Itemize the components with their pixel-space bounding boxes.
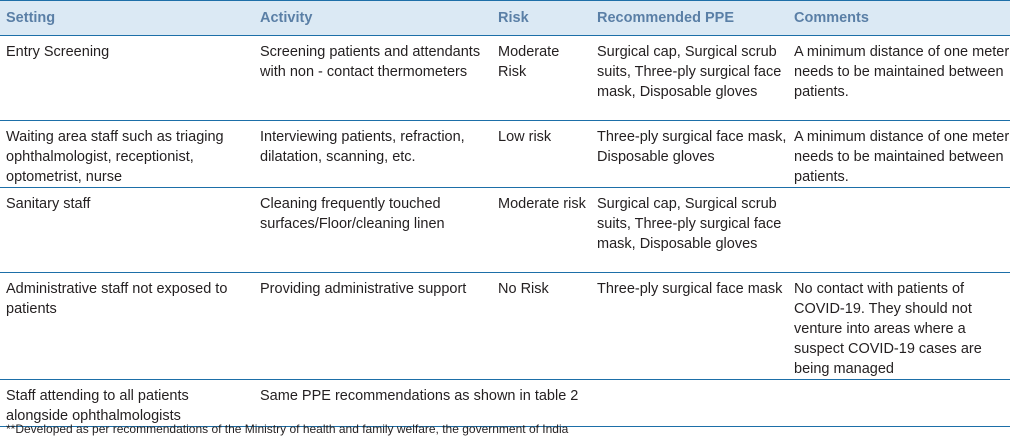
cell-comments [788, 188, 1010, 273]
table-row [0, 273, 1010, 380]
cell-risk: Moderate risk [492, 188, 591, 273]
header-setting: Setting [0, 1, 254, 36]
cell-setting: Staff attending to all patients alongside ophthalmologists [0, 380, 254, 427]
cell-setting: Administrative staff not exposed to patients [0, 273, 254, 380]
table-row [0, 121, 1010, 188]
cell-comments: A minimum distance of one meter needs to be maintained between patients. [788, 121, 1010, 188]
header-recommended-ppe: Recommended PPE [591, 1, 788, 36]
table-row [0, 36, 1010, 121]
table-footnote: **Developed as per recommendations of the Ministry of health and family welfare, the government of India [6, 422, 569, 436]
cell-risk: Moderate Risk [492, 36, 591, 121]
table-row [0, 380, 1010, 427]
cell-ppe: Surgical cap, Surgical scrub suits, Three-ply surgical face mask, Disposable gloves [591, 188, 788, 273]
cell-ppe: Surgical cap, Surgical scrub suits, Three-ply surgical face mask, Disposable gloves [591, 36, 788, 121]
cell-activity: Providing administrative support [254, 273, 492, 380]
cell-risk: Low risk [492, 121, 591, 188]
header-risk: Risk [492, 1, 591, 36]
cell-comments: No contact with patients of COVID-19. They should not venture into areas where a suspect COVID-19 cases are being managed [788, 273, 1010, 380]
cell-comments: A minimum distance of one meter needs to be maintained between patients. [788, 36, 1010, 121]
cell-risk: No Risk [492, 273, 591, 380]
table-header-row [0, 1, 1010, 36]
cell-setting: Waiting area staff such as triaging ophthalmologist, receptionist, optometrist, nurse [0, 121, 254, 188]
cell-activity: Screening patients and attendants with non - contact thermometers [254, 36, 492, 121]
cell-setting: Entry Screening [0, 36, 254, 121]
table-row [0, 188, 1010, 273]
cell-activity: Interviewing patients, refraction, dilatation, scanning, etc. [254, 121, 492, 188]
cell-merged-note: Same PPE recommendations as shown in table 2 [254, 380, 1010, 427]
header-activity: Activity [254, 1, 492, 36]
header-comments: Comments [788, 1, 1010, 36]
cell-ppe: Three-ply surgical face mask [591, 273, 788, 380]
cell-activity: Cleaning frequently touched surfaces/Floor/cleaning linen [254, 188, 492, 273]
cell-ppe: Three-ply surgical face mask, Disposable gloves [591, 121, 788, 188]
cell-setting: Sanitary staff [0, 188, 254, 273]
